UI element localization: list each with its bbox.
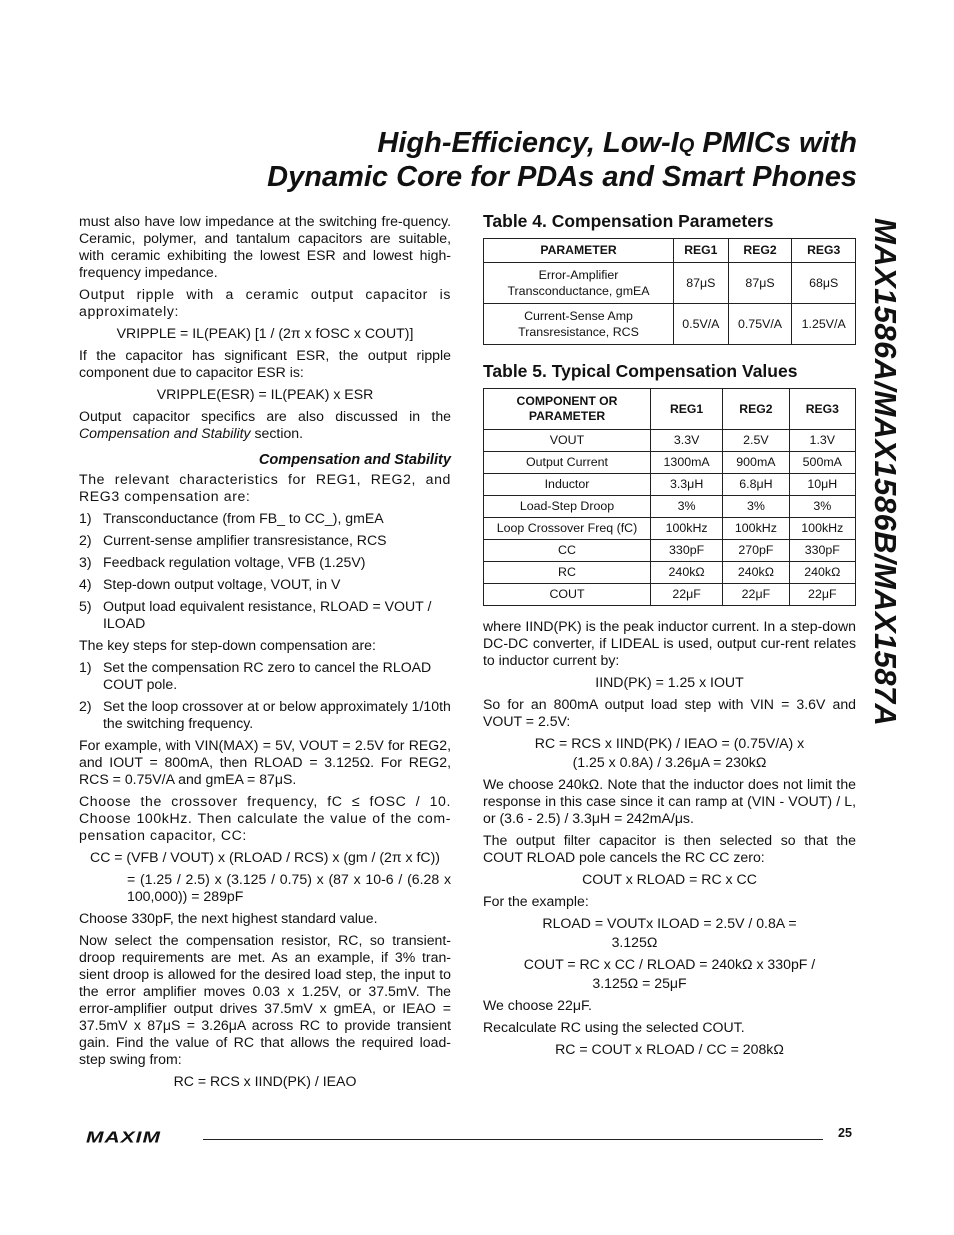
paragraph: must also have low impedance at the switching fre-quency. Ceramic, polymer, and tantalum capacitors are suitable, with ceramic exhibiting the lowest ESR and lowest high-frequency impedance.	[79, 213, 451, 280]
table-cell: 3%	[789, 496, 855, 518]
table-cell: 0.5V/A	[674, 304, 729, 345]
table-cell: 240kΩ	[789, 562, 855, 584]
table-4-title: Table 4. Compensation Parameters	[483, 211, 774, 231]
table-row	[484, 474, 856, 496]
table-cell: 500mA	[789, 452, 855, 474]
paragraph: We choose 240kΩ. Note that the inductor does not limit the response in this case since it can ramp at (VIN - VOUT) / L, or (3.6 - 2.5) / 3.3μH = 242mA/μs.	[483, 776, 856, 826]
list-item: 2) Current-sense amplifier transresistance, RCS	[79, 532, 387, 548]
table-cell: 240kΩ	[723, 562, 789, 584]
list-item: 5) Output load equivalent resistance, RLOAD = VOUT / ILOAD	[79, 598, 432, 631]
table-row	[484, 452, 856, 474]
table-header: REG1	[674, 239, 729, 263]
paragraph: Choose 330pF, the next highest standard value.	[79, 910, 378, 926]
list-item: 2) Set the loop crossover at or below approximately 1/10th the switching frequency.	[79, 698, 451, 731]
table-row	[484, 540, 856, 562]
equation: RC = COUT x RLOAD / CC = 208kΩ	[555, 1041, 784, 1057]
paragraph: The key steps for step-down compensation are:	[79, 637, 376, 653]
page-number: 25	[838, 1126, 852, 1140]
section-heading: Compensation and Stability	[258, 452, 451, 468]
compensation-parameters-table	[483, 238, 856, 345]
right-column	[483, 213, 856, 1063]
table-cell: Output Current	[484, 452, 651, 474]
table-cell: 3%	[651, 496, 723, 518]
list-item: 4) Step-down output voltage, VOUT, in V	[79, 576, 341, 592]
paragraph: The output filter capacitor is then selected so that the COUT RLOAD pole cancels the RC CC zero:	[483, 832, 856, 865]
table-cell: 87μS	[728, 263, 792, 304]
table-cell: 68μS	[792, 263, 856, 304]
paragraph: Output capacitor specifics are also discussed in the Compensation and Stability section.	[79, 408, 451, 441]
table-row	[484, 263, 856, 304]
table-cell: 22μF	[789, 584, 855, 606]
table-cell: 22μF	[723, 584, 789, 606]
page-title	[267, 128, 857, 193]
paragraph: We choose 22μF.	[483, 997, 592, 1013]
list-item: 3) Feedback regulation voltage, VFB (1.25V)	[79, 554, 366, 570]
table-cell: CC	[484, 540, 651, 562]
equation: COUT x RLOAD = RC x CC	[582, 871, 757, 887]
paragraph: So for an 800mA output load step with VIN = 3.6V and VOUT = 2.5V:	[483, 696, 856, 729]
table-cell: 270pF	[723, 540, 789, 562]
table-cell: Error-Amplifier Transconductance, gmEA	[484, 263, 674, 304]
table-row	[484, 496, 856, 518]
table-cell: 87μS	[674, 263, 729, 304]
table-cell: Load-Step Droop	[484, 496, 651, 518]
table-cell: 100kHz	[789, 518, 855, 540]
table-cell: 900mA	[723, 452, 789, 474]
equation: VRIPPLE = IL(PEAK) [1 / (2π x fOSC x COUT)]	[116, 325, 414, 341]
table-header-row	[484, 389, 856, 430]
equation: IIND(PK) = 1.25 x IOUT	[595, 674, 744, 690]
table-cell: RC	[484, 562, 651, 584]
table-cell: 3.3μH	[651, 474, 723, 496]
table-header-row	[484, 239, 856, 263]
table-5-title: Table 5. Typical Compensation Values	[483, 361, 798, 381]
steps-list	[79, 659, 451, 732]
side-part-numbers: MAX1586A/MAX1586B/MAX1587A	[868, 218, 903, 727]
table-cell: 100kHz	[723, 518, 789, 540]
table-cell: 0.75V/A	[728, 304, 792, 345]
table-cell: 3.3V	[651, 430, 723, 452]
table-cell: VOUT	[484, 430, 651, 452]
table-cell: 3%	[723, 496, 789, 518]
equation: RC = RCS x IIND(PK) / IEAO = (0.75V/A) x	[534, 735, 805, 751]
equation: = (1.25 / 2.5) x (3.125 / 0.75) x (87 x 10-6 / (6.28 x 100,000)) = 289pF	[127, 871, 451, 904]
table-cell: 2.5V	[723, 430, 789, 452]
paragraph: Output ripple with a ceramic output capacitor is approximately:	[79, 286, 451, 319]
table-header: REG1	[651, 389, 723, 430]
equation: CC = (VFB / VOUT) x (RLOAD / RCS) x (gm / (2π x fC))	[90, 849, 440, 865]
table-cell: 100kHz	[651, 518, 723, 540]
paragraph: where IIND(PK) is the peak inductor current. In a step-down DC-DC converter, if LIDEAL is used, output cur-rent relates to inductor current by:	[483, 618, 856, 668]
equation: RC = RCS x IIND(PK) / IEAO	[173, 1073, 357, 1089]
table-header: REG2	[728, 239, 792, 263]
table-row	[484, 430, 856, 452]
footer-divider	[203, 1139, 823, 1140]
list-item: 1) Transconductance (from FB_ to CC_), gmEA	[79, 510, 384, 526]
equation: VRIPPLE(ESR) = IL(PEAK) x ESR	[156, 386, 374, 402]
table-header: REG3	[789, 389, 855, 430]
table-row	[484, 584, 856, 606]
table-cell: 1300mA	[651, 452, 723, 474]
title-line-2: Dynamic Core for PDAs and Smart Phones	[267, 161, 857, 193]
table-row	[484, 518, 856, 540]
table-cell: 6.8μH	[723, 474, 789, 496]
equation: COUT = RC x CC / RLOAD = 240kΩ x 330pF /	[523, 956, 816, 972]
table-cell: Current-Sense Amp Transresistance, RCS	[484, 304, 674, 345]
paragraph: Now select the compensation resistor, RC, so transient-droop requirements are met. As an example, if 3% tran-sient droop is allowed for the desired load step, the input to the error amplifier moves 0.03 x 1.25V, or 37.5mV. The error-amplifier output drives 37.5mV x gmEA, or IEAO = 37.5mV x 87μS = 3.26μA across RC to provide transient gain. Find the value of RC that allows the required load-step swing from:	[79, 932, 451, 1067]
paragraph: Recalculate RC using the selected COUT.	[483, 1019, 745, 1035]
list-item: 1) Set the compensation RC zero to cancel the RLOAD COUT pole.	[79, 659, 432, 692]
equation: 3.125Ω = 25μF	[592, 975, 687, 991]
equation: RLOAD = VOUTx ILOAD = 2.5V / 0.8A =	[542, 915, 797, 931]
paragraph: If the capacitor has significant ESR, the output ripple component due to capacitor ESR is:	[79, 347, 451, 380]
table-cell: COUT	[484, 584, 651, 606]
table-header: REG3	[792, 239, 856, 263]
table-cell: 330pF	[789, 540, 855, 562]
table-cell: Inductor	[484, 474, 651, 496]
table-row	[484, 562, 856, 584]
left-column	[79, 213, 451, 1095]
paragraph: Choose the crossover frequency, fC ≤ fOSC / 10. Choose 100kHz. Then calculate the value of the com-pensation capacitor, CC:	[79, 793, 451, 843]
table-row	[484, 304, 856, 345]
table-header: COMPONENT OR PARAMETER	[484, 389, 651, 430]
table-header: PARAMETER	[484, 239, 674, 263]
title-line-1: High-Efficiency, Low-IQ PMICs with	[377, 127, 857, 159]
maxim-logo: MAXIM	[86, 1129, 161, 1147]
table-cell: 10μH	[789, 474, 855, 496]
table-cell: 240kΩ	[651, 562, 723, 584]
table-cell: 1.3V	[789, 430, 855, 452]
table-cell: 330pF	[651, 540, 723, 562]
table-cell: 1.25V/A	[792, 304, 856, 345]
table-cell: Loop Crossover Freq (fC)	[484, 518, 651, 540]
equation: 3.125Ω	[611, 934, 658, 950]
table-header: REG2	[723, 389, 789, 430]
paragraph: The relevant characteristics for REG1, REG2, and REG3 compensation are:	[79, 471, 451, 504]
equation: (1.25 x 0.8A) / 3.26μA = 230kΩ	[572, 754, 767, 770]
paragraph: For example, with VIN(MAX) = 5V, VOUT = 2.5V for REG2, and IOUT = 800mA, then RLOAD = 3.125Ω. For REG2, RCS = 0.75V/A and gmEA = 87μS.	[79, 737, 451, 787]
table-cell: 22μF	[651, 584, 723, 606]
typical-compensation-values-table	[483, 388, 856, 606]
characteristics-list	[79, 510, 451, 632]
paragraph: For the example:	[483, 893, 589, 909]
